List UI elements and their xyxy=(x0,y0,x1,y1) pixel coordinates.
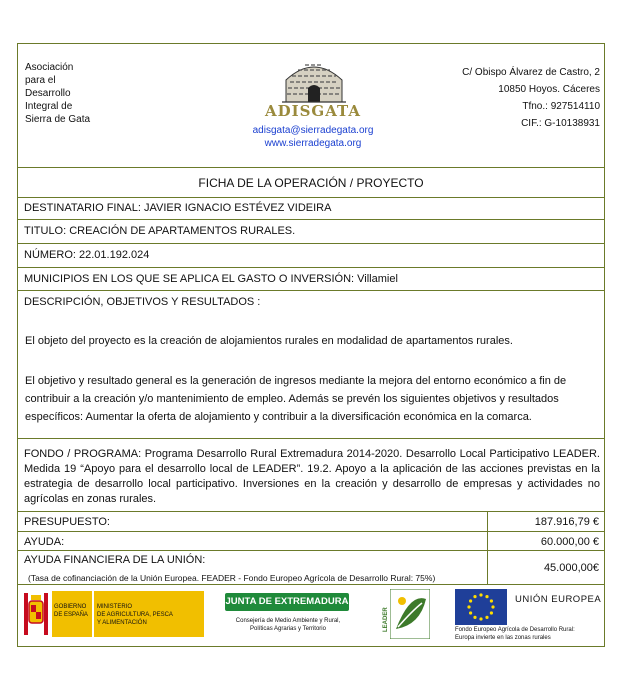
fund-program: FONDO / PROGRAMA: Programa Desarrollo Rural Extremadura 2014-2020. Desarrollo Local Participativo LEADER. Medida 19 “Apoyo para el desarrollo local de LEADER”. 19.2. Apoyo a la aplicación de las acciones previstas en la estrategia de desarrollo local participativo. Inversiones en la creación y desarrollo de empresas y actividades no agrícolas en zonas rurales. xyxy=(24,448,600,505)
address-line: C/ Obispo Álvarez de Castro, 2 xyxy=(462,67,600,78)
junta-extremadura-logo xyxy=(223,593,358,641)
gov-label: GOBIERNO xyxy=(54,604,87,610)
assoc-line: Desarrollo xyxy=(25,88,71,99)
website-link[interactable]: www.sierradegata.org xyxy=(264,138,362,149)
address-line: Tfno.: 927514110 xyxy=(522,101,600,112)
contact-address xyxy=(398,64,600,132)
spain-government-logo xyxy=(24,591,204,637)
divider xyxy=(18,531,604,532)
leader-leaf-icon xyxy=(390,589,430,639)
aid-value: 60.000,00 € xyxy=(540,536,599,548)
association-name xyxy=(25,61,135,126)
consejeria-label: Consejería de Medio Ambiente y Rural, xyxy=(235,618,341,624)
spain-coat-of-arms-icon xyxy=(24,593,48,635)
budget-label: PRESUPUESTO: xyxy=(24,516,110,528)
divider xyxy=(18,197,604,198)
form-title: FICHA DE LA OPERACIÓN / PROYECTO xyxy=(198,176,424,190)
brand-name: ADISGATA xyxy=(264,102,362,120)
address-line: CIF.: G-10138931 xyxy=(521,118,600,129)
municipalities-row: MUNICIPIOS EN LOS QUE SE APLICA EL GASTO O INVERSIÓN: Villamiel xyxy=(24,273,398,285)
divider xyxy=(18,438,604,439)
budget-value: 187.916,79 € xyxy=(534,516,599,528)
divider xyxy=(18,290,604,291)
eu-flag-icon xyxy=(455,589,507,625)
address-line: 10850 Hoyos. Cáceres xyxy=(498,84,600,95)
divider xyxy=(18,267,604,268)
divider xyxy=(18,219,604,220)
divider xyxy=(18,167,604,168)
eu-aid-label: AYUDA FINANCIERA DE LA UNIÓN: xyxy=(24,554,206,566)
assoc-line: Asociación xyxy=(25,62,74,73)
eu-aid-value: 45.000,00€ xyxy=(543,562,599,574)
eu-aid-note: (Tasa de cofinanciación de la Unión Europea. FEADER - Fondo Europeo Agrícola de Desarrollo Rural: 75%) xyxy=(28,573,436,583)
leader-label: LEADER xyxy=(383,607,389,632)
ministry-label: MINISTERIO xyxy=(97,604,133,610)
junta-banner: JUNTA DE EXTREMADURA xyxy=(225,593,349,611)
eu-fund-label: Fondo Europeo Agrícola de Desarrollo Rural: xyxy=(455,627,575,633)
description-label: DESCRIPCIÓN, OBJETIVOS Y RESULTADOS : xyxy=(24,296,261,308)
assoc-line: para el xyxy=(25,75,56,86)
divider xyxy=(18,584,604,585)
consejeria-label: Políticas Agrarias y Territorio xyxy=(250,626,326,632)
ministry-label: Y ALIMENTACIÓN xyxy=(97,620,147,626)
recipient-row: DESTINATARIO FINAL: JAVIER IGNACIO ESTÉVEZ VIDEIRA xyxy=(24,202,332,214)
aid-label: AYUDA: xyxy=(24,536,65,548)
description-paragraph: El objeto del proyecto es la creación de alojamientos rurales en modalidad de apartamentos rurales. xyxy=(25,335,513,347)
divider xyxy=(18,243,604,244)
stone-hut-icon xyxy=(280,58,348,104)
assoc-line: Sierra de Gata xyxy=(25,114,91,125)
european-union-logo xyxy=(455,589,603,643)
objectives-paragraph: El objetivo y resultado general es la generación de ingresos mediante la mejora del entorno económico a fin de contribuir a la creación y/o mantenimiento de empleo. Además se prevén los siguientes objetivos y resultados específicos: Aumentar la oferta de alojamiento y contribuir a la diversificación económica en la comarca. xyxy=(25,375,567,423)
value-column-divider xyxy=(487,511,488,584)
gov-label: DE ESPAÑA xyxy=(54,612,88,618)
leader-logo xyxy=(376,589,434,641)
number-row: NÚMERO: 22.01.192.024 xyxy=(24,249,150,261)
divider xyxy=(18,511,604,512)
eu-title: UNIÓN EUROPEA xyxy=(515,594,602,605)
divider xyxy=(18,550,604,551)
email-link[interactable]: adisgata@sierradegata.org xyxy=(252,125,374,136)
title-row: TITULO: CREACIÓN DE APARTAMENTOS RURALES. xyxy=(24,225,296,237)
operation-sheet xyxy=(17,43,605,647)
ministry-label: DE AGRICULTURA, PESCA xyxy=(97,612,173,618)
eu-fund-label: Europa invierte en las zonas rurales xyxy=(455,635,551,641)
assoc-line: Integral de xyxy=(25,101,73,112)
adisgata-logo xyxy=(280,58,348,104)
